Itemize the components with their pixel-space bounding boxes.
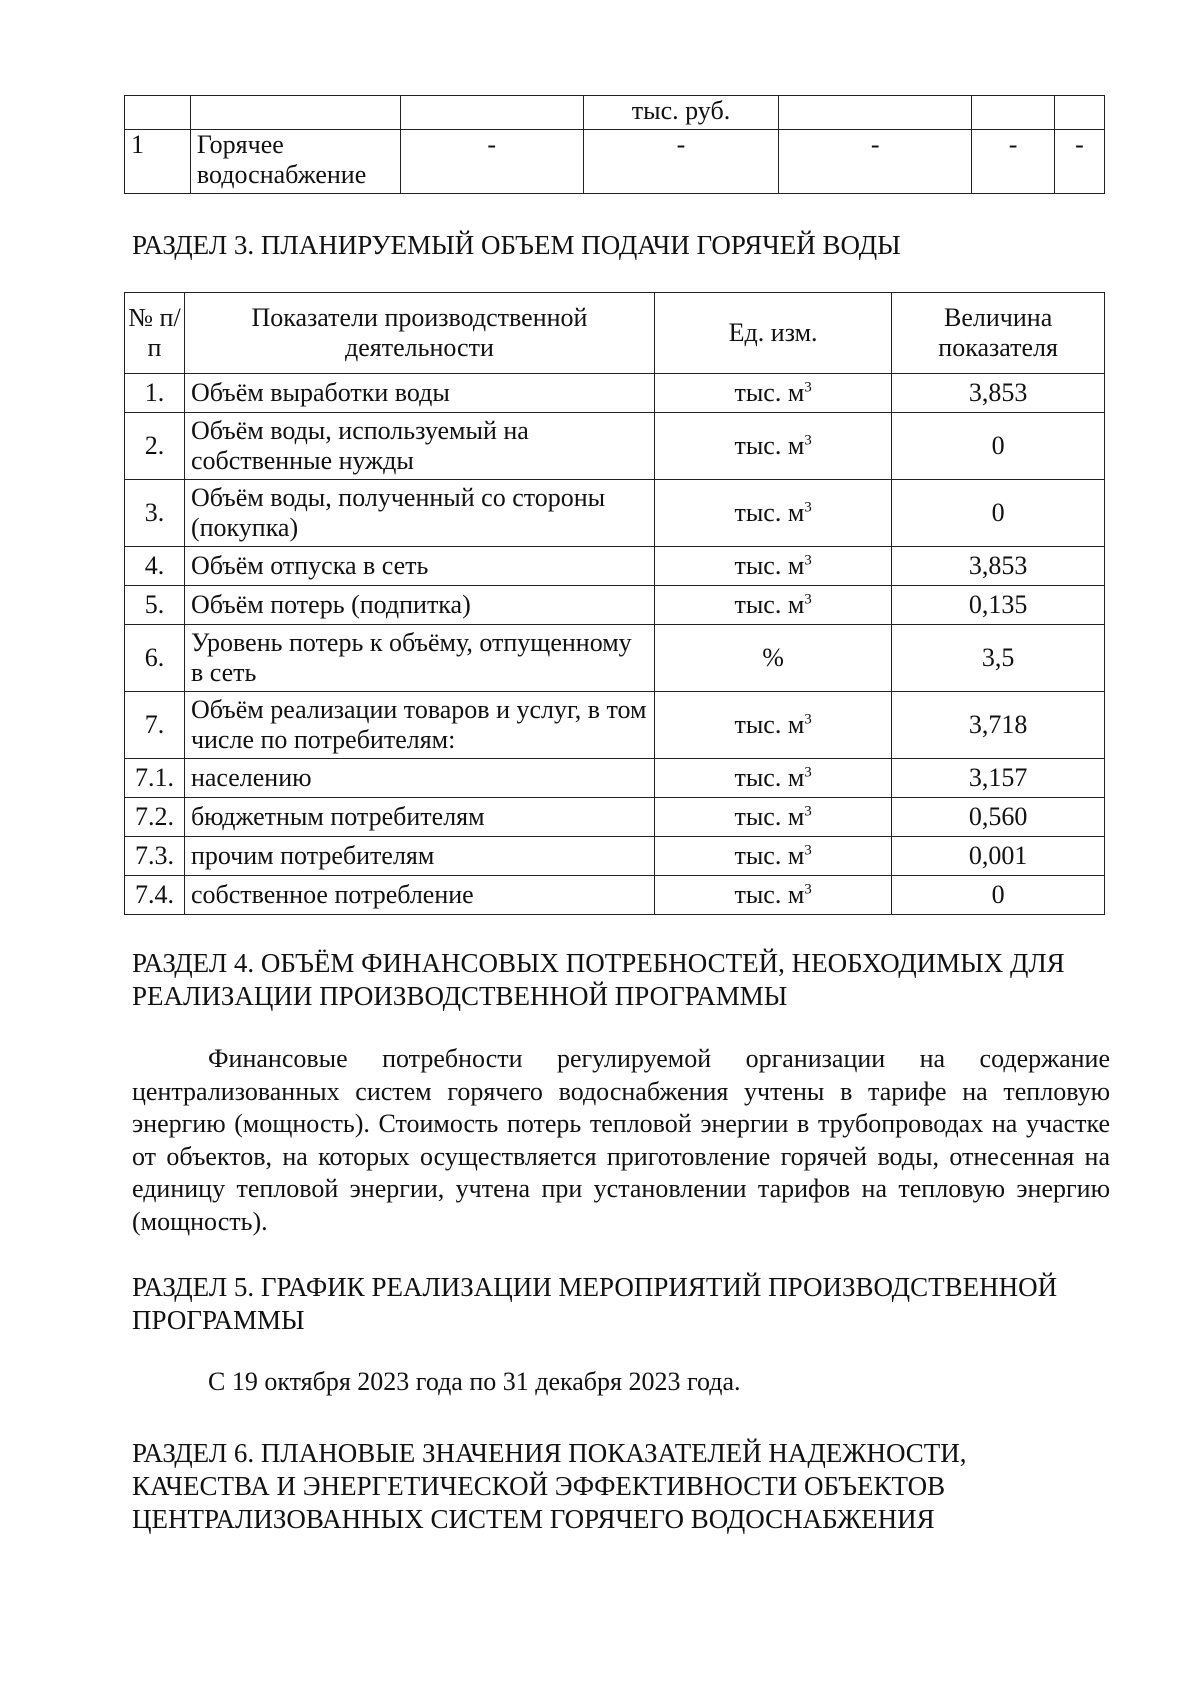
section3-heading: РАЗДЕЛ 3. ПЛАНИРУЕМЫЙ ОБЪЕМ ПОДАЧИ ГОРЯЧЕЙ ВОДЫ bbox=[132, 230, 901, 260]
table-row bbox=[125, 625, 1105, 692]
row-unit: тыс. $м^3$ bbox=[654, 759, 891, 798]
row-value: 0 bbox=[892, 480, 1105, 547]
row-cell: - bbox=[583, 130, 779, 194]
table-row bbox=[125, 876, 1105, 915]
row-value: 3,157 bbox=[892, 759, 1105, 798]
row-number: 3. bbox=[125, 480, 185, 547]
superscript: 3 bbox=[804, 711, 812, 728]
row-unit: тыс. $м^3$ bbox=[654, 837, 891, 876]
row-cell: - bbox=[1055, 130, 1105, 194]
table-row bbox=[125, 547, 1105, 586]
table-row bbox=[125, 837, 1105, 876]
section6-heading: РАЗДЕЛ 6. ПЛАНОВЫЕ ЗНАЧЕНИЯ ПОКАЗАТЕЛЕЙ НАДЕЖНОСТИ, КАЧЕСТВА И ЭНЕРГЕТИЧЕСКОЙ ЭФФЕКТИВНОСТИ ОБЪЕКТОВ ЦЕНТРАЛИЗОВАННЫХ СИСТЕМ ГОРЯЧЕГО ВОДОСНАБЖЕНИЯ bbox=[132, 1438, 967, 1534]
row-cell: - bbox=[972, 130, 1055, 194]
row-number: 7.4. bbox=[125, 876, 185, 915]
top-table-fragment bbox=[124, 95, 1105, 194]
row-number: 2. bbox=[125, 413, 185, 480]
superscript: 3 bbox=[804, 499, 812, 516]
table-row bbox=[125, 798, 1105, 837]
row-value: 0,560 bbox=[892, 798, 1105, 837]
row-indicator: населению bbox=[184, 759, 654, 798]
section4-heading: РАЗДЕЛ 4. ОБЪЁМ ФИНАНСОВЫХ ПОТРЕБНОСТЕЙ, НЕОБХОДИМЫХ ДЛЯ РЕАЛИЗАЦИИ ПРОИЗВОДСТВЕННОЙ ПРОГРАММЫ bbox=[132, 948, 1065, 1011]
top-table-row bbox=[125, 130, 1105, 194]
table-row bbox=[125, 586, 1105, 625]
production-indicators-table bbox=[124, 292, 1105, 915]
superscript: 3 bbox=[804, 881, 812, 898]
row-value: 3,718 bbox=[892, 692, 1105, 759]
row-indicator: Объём потерь (подпитка) bbox=[184, 586, 654, 625]
row-unit: тыс. $м^3$ bbox=[654, 586, 891, 625]
row-value: 0 bbox=[892, 876, 1105, 915]
superscript: 3 bbox=[804, 764, 812, 781]
row-unit: тыс. $м^3$ bbox=[654, 480, 891, 547]
row-unit: тыс. $м^3$ bbox=[654, 692, 891, 759]
table-row bbox=[125, 759, 1105, 798]
row-cell: - bbox=[779, 130, 972, 194]
row-unit: тыс. $м^3$ bbox=[654, 876, 891, 915]
row-number: 7.1. bbox=[125, 759, 185, 798]
section4-paragraph: Финансовые потребности регулируемой организации на содержание централизованных систем горячего водоснабжения учтены в тарифе на тепловую энергию (мощность). Стоимость потерь тепловой энергии в трубопроводах на участке от объектов, на которых осуществляется приготовление горячей воды, отнесенная на единицу тепловой энергии, учтена при установлении тарифов на тепловую энергию (мощность). bbox=[132, 1044, 1110, 1236]
table-row bbox=[125, 480, 1105, 547]
row-unit: тыс. $м^3$ bbox=[654, 547, 891, 586]
row-indicator: Объём отпуска в сеть bbox=[184, 547, 654, 586]
row-number: 7.2. bbox=[125, 798, 185, 837]
table-row bbox=[125, 413, 1105, 480]
row-unit: тыс. $м^3$ bbox=[654, 798, 891, 837]
superscript: 3 bbox=[804, 803, 812, 820]
superscript: 3 bbox=[804, 552, 812, 569]
row-indicator: собственное потребление bbox=[184, 876, 654, 915]
table-row bbox=[125, 374, 1105, 413]
top-table-header-row bbox=[125, 96, 1105, 130]
superscript: 3 bbox=[804, 591, 812, 608]
row-value: 3,853 bbox=[892, 374, 1105, 413]
row-indicator: бюджетным потребителям bbox=[184, 798, 654, 837]
row-unit: тыс. $м^3$ bbox=[654, 413, 891, 480]
row-value: 3,853 bbox=[892, 547, 1105, 586]
row-cell: - bbox=[400, 130, 583, 194]
header-num: № п/п bbox=[125, 293, 185, 374]
row-value: 3,5 bbox=[892, 625, 1105, 692]
row-indicator: Уровень потерь к объёму, отпущенному в сеть bbox=[184, 625, 654, 692]
section5-heading: РАЗДЕЛ 5. ГРАФИК РЕАЛИЗАЦИИ МЕРОПРИЯТИЙ ПРОИЗВОДСТВЕННОЙ ПРОГРАММЫ bbox=[132, 1272, 1058, 1335]
row-indicator: Объём воды, используемый на собственные нужды bbox=[184, 413, 654, 480]
row-number: 6. bbox=[125, 625, 185, 692]
superscript: 3 bbox=[804, 842, 812, 859]
row-indicator: Объём выработки воды bbox=[184, 374, 654, 413]
header-indicator: Показатели производственной деятельности bbox=[184, 293, 654, 374]
row-number: 5. bbox=[125, 586, 185, 625]
header-value: Величина показателя bbox=[892, 293, 1105, 374]
row-number: 7. bbox=[125, 692, 185, 759]
table-header-row bbox=[125, 293, 1105, 374]
superscript: 3 bbox=[804, 432, 812, 449]
row-indicator: Объём воды, полученный со стороны (покупка) bbox=[184, 480, 654, 547]
row-unit: тыс. $м^3$ bbox=[654, 374, 891, 413]
row-number: 1. bbox=[125, 374, 185, 413]
row-value: 0,001 bbox=[892, 837, 1105, 876]
row-indicator: Объём реализации товаров и услуг, в том числе по потребителям: bbox=[184, 692, 654, 759]
superscript: 3 bbox=[804, 379, 812, 396]
row-number: 1 bbox=[125, 130, 191, 194]
row-unit: % bbox=[654, 625, 891, 692]
row-indicator: прочим потребителям bbox=[184, 837, 654, 876]
table-body bbox=[125, 374, 1105, 915]
row-value: 0 bbox=[892, 413, 1105, 480]
header-unit: Ед. изм. bbox=[654, 293, 891, 374]
table-row bbox=[125, 692, 1105, 759]
top-table-unit-label: тыс. руб. bbox=[583, 96, 779, 130]
row-number: 7.3. bbox=[125, 837, 185, 876]
section5-paragraph: С 19 октября 2023 года по 31 декабря 2023 года. bbox=[208, 1367, 741, 1396]
row-value: 0,135 bbox=[892, 586, 1105, 625]
row-number: 4. bbox=[125, 547, 185, 586]
row-name: Горячее водоснабжение bbox=[190, 130, 400, 194]
